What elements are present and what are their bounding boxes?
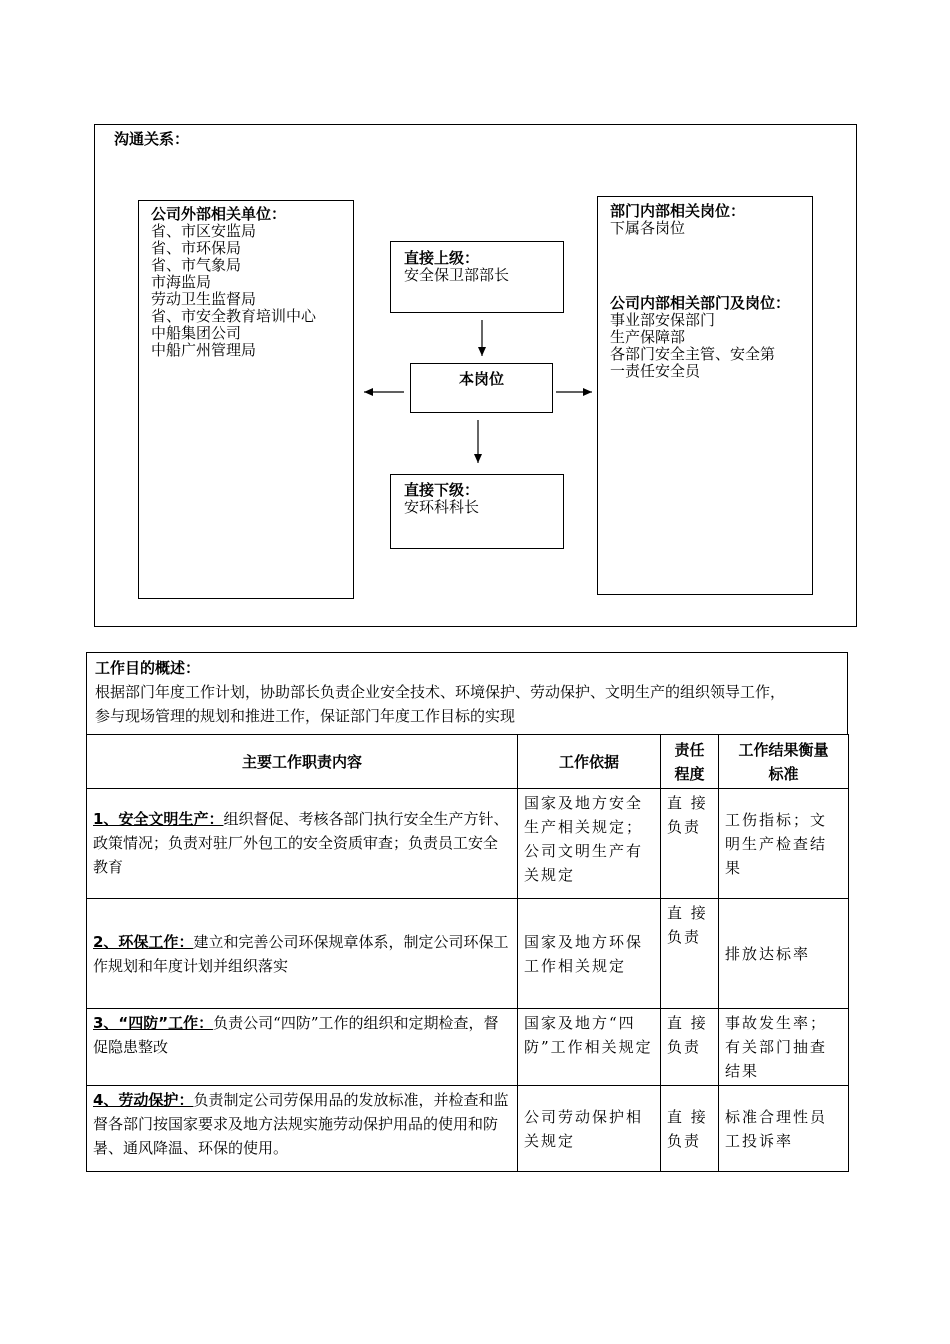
external-unit-item: 省、市区安监局	[151, 222, 257, 240]
duty-title: 3、“四防”工作：	[93, 1014, 214, 1032]
measure-cell: 排放达标率	[719, 899, 849, 1009]
level-cell: 直 接 负责	[661, 1086, 719, 1172]
direct-subordinate-value: 安环科科长	[404, 498, 480, 516]
internal-department-item: 生产保障部	[610, 328, 686, 346]
header-measure	[719, 735, 849, 789]
direct-superior-value: 安全保卫部部长	[404, 266, 510, 284]
direct-superior-heading: 直接上级：	[404, 249, 480, 267]
header-measure-line2: 标准	[768, 764, 799, 783]
external-units-heading: 公司外部相关单位：	[151, 205, 287, 223]
header-level	[661, 735, 719, 789]
work-purpose-title: 工作目的概述：	[95, 659, 201, 677]
header-level-line1: 责任	[674, 740, 705, 759]
duty-title: 4、劳动保护：	[93, 1091, 194, 1109]
duty-cell	[87, 899, 518, 1009]
duty-cell	[87, 1009, 518, 1086]
internal-department-item: 事业部安保部门	[610, 311, 716, 329]
external-unit-item: 市海监局	[151, 273, 212, 291]
communication-title: 沟通关系：	[114, 130, 190, 148]
internal-department-item: 一责任安全员	[610, 362, 701, 380]
work-purpose-content	[95, 656, 785, 728]
external-unit-item: 省、市气象局	[151, 256, 242, 274]
flow-arrows	[0, 0, 950, 640]
table-row	[87, 1009, 849, 1086]
work-purpose-text-line1: 根据部门年度工作计划，协助部长负责企业安全技术、环境保护、劳动保护、文明生产的组织领导工作，	[95, 683, 786, 701]
level-cell: 直 接 负责	[661, 1009, 719, 1086]
table-header-row	[87, 735, 849, 789]
table-row	[87, 899, 849, 1009]
header-content: 主要工作职责内容	[87, 735, 518, 789]
direct-subordinate-heading: 直接下级：	[404, 481, 480, 499]
duty-title: 1、安全文明生产：	[93, 809, 224, 828]
external-unit-item: 中船集团公司	[151, 324, 242, 342]
duty-text: 组织督促、考核各部门执行安全生产方针、政策情况；负责对驻厂外包工的安全资质审查；负责员工安全教育	[93, 809, 509, 876]
basis-cell: 国家及地方“四防”工作相关规定	[518, 1009, 661, 1086]
duty-cell	[87, 1086, 518, 1172]
internal-positions-heading: 部门内部相关岗位：	[610, 202, 746, 220]
table-row	[87, 1086, 849, 1172]
measure-cell: 标准合理性员工投诉率	[719, 1086, 849, 1172]
work-purpose-text-line2: 参与现场管理的规划和推进工作，保证部门年度工作目标的实现	[95, 707, 516, 725]
internal-position-item: 下属各岗位	[610, 219, 686, 237]
basis-cell: 国家及地方环保工作相关规定	[518, 899, 661, 1009]
responsibilities-table	[86, 734, 849, 1172]
external-unit-item: 省、市安全教育培训中心	[151, 307, 317, 325]
duty-text: 建立和完善公司环保规章体系，制定公司环保工作规划和年度计划并组织落实	[93, 932, 509, 975]
internal-department-item: 各部门安全主管、安全第	[610, 345, 776, 363]
external-unit-item: 省、市环保局	[151, 239, 242, 257]
internal-departments-heading: 公司内部相关部门及岗位：	[610, 294, 791, 312]
duty-cell	[87, 789, 518, 899]
level-cell: 直 接 负责	[661, 899, 719, 1009]
level-cell: 直 接 负责	[661, 789, 719, 899]
current-position-label: 本岗位	[458, 370, 504, 388]
measure-cell: 事故发生率；有关部门抽查结果	[719, 1009, 849, 1086]
basis-cell: 国家及地方安全生产相关规定；公司文明生产有关规定	[518, 789, 661, 899]
duty-title: 2、环保工作：	[93, 932, 194, 951]
header-level-line2: 程度	[674, 764, 705, 783]
header-basis: 工作依据	[518, 735, 661, 789]
measure-cell: 工伤指标；文明生产检查结果	[719, 789, 849, 899]
external-unit-item: 劳动卫生监督局	[151, 290, 257, 308]
header-measure-line1: 工作结果衡量	[738, 740, 829, 759]
table-row	[87, 789, 849, 899]
duty-text: 负责公司“四防”工作的组织和定期检查，督促隐患整改	[93, 1014, 499, 1056]
basis-cell: 公司劳动保护相关规定	[518, 1086, 661, 1172]
duty-text: 负责制定公司劳保用品的发放标准，并检查和监督各部门按国家要求及地方法规实施劳动保护用品的使用和防暑、通风降温、环保的使用。	[93, 1091, 509, 1157]
external-unit-item: 中船广州管理局	[151, 341, 257, 359]
